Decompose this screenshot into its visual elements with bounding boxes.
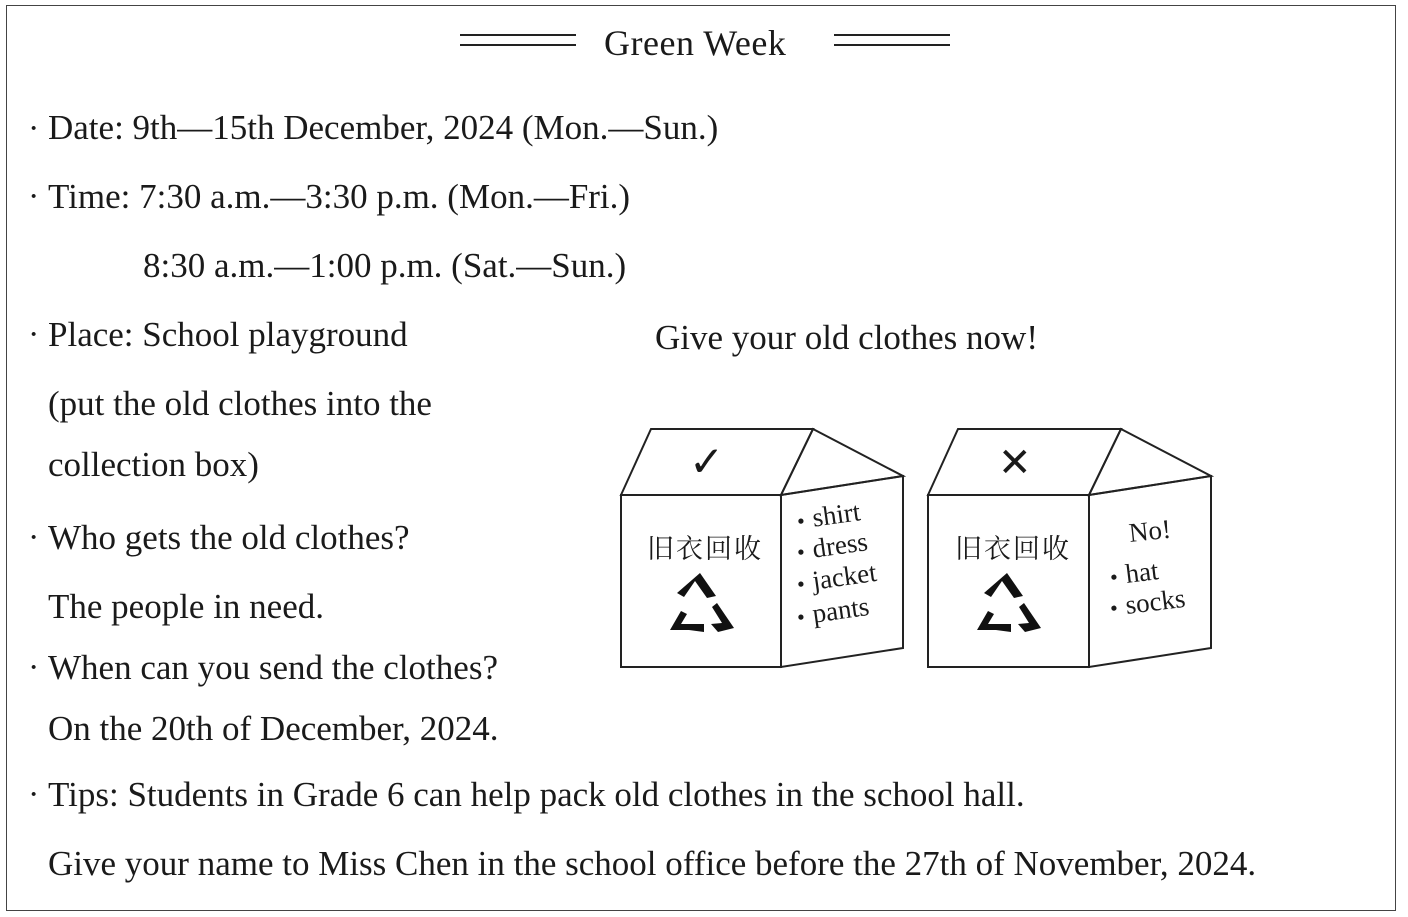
accepted-item-dress: • dress (795, 526, 870, 565)
accepted-item-shirt: • shirt (795, 496, 863, 534)
when-question: When can you send the clothes? (48, 648, 498, 687)
place-note-line-1: (put the old clothes into the (48, 384, 432, 423)
accepted-box-label: 旧衣回收 (647, 534, 763, 565)
notice-title: Green Week (604, 23, 787, 63)
rejected-heading: No! (1127, 513, 1173, 548)
accepted-item-jacket: • jacket (795, 556, 879, 597)
rejected-box-label: 旧衣回收 (955, 534, 1071, 565)
date-line: Date: 9th—15th December, 2024 (Mon.—Sun.) (48, 108, 719, 147)
tips-line-1: Tips: Students in Grade 6 can help pack old clothes in the school hall. (48, 775, 1025, 814)
rejected-item-socks: • socks (1108, 582, 1187, 621)
bullet-who: · (28, 519, 40, 556)
bullet-tips: · (28, 776, 40, 813)
tips-line-2: Give your name to Miss Chen in the school office before the 27th of November, 2024. (48, 844, 1257, 883)
time-line-weekday: Time: 7:30 a.m.—3:30 p.m. (Mon.—Fri.) (48, 177, 631, 216)
rejected-recycle-icon (977, 573, 1041, 632)
who-question: Who gets the old clothes? (48, 518, 410, 557)
place-note-line-2: collection box) (48, 445, 259, 484)
bullet-place: · (28, 316, 40, 353)
bullet-date: · (28, 110, 40, 147)
bullet-when: · (28, 649, 40, 686)
time-line-weekend: 8:30 a.m.—1:00 p.m. (Sat.—Sun.) (143, 246, 627, 285)
accepted-recycle-icon (670, 573, 734, 632)
give-clothes-slogan: Give your old clothes now! (655, 318, 1038, 357)
bullet-time: · (28, 178, 40, 215)
place-line: Place: School playground (48, 315, 408, 354)
who-answer: The people in need. (48, 587, 325, 626)
accepted-item-pants: • pants (795, 591, 872, 630)
cross-mark-icon: ✕ (998, 440, 1032, 486)
check-mark-icon: ✓ (689, 437, 725, 486)
rejected-item-hat: • hat (1108, 555, 1161, 590)
when-answer: On the 20th of December, 2024. (48, 709, 499, 748)
